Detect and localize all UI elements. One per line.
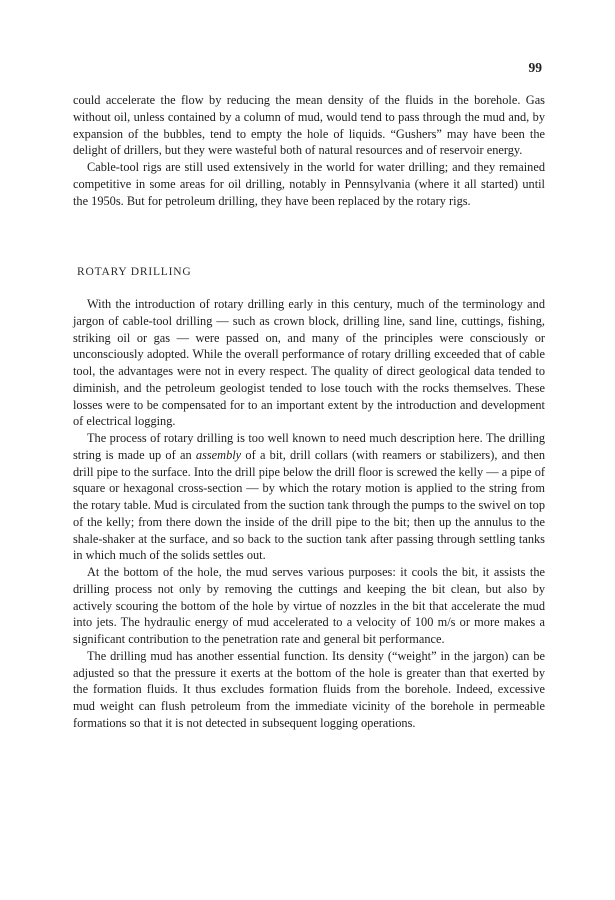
section-paragraph-1: With the introduction of rotary drilling early in this century, much of the terminology and jargon of cable-tool drilling — such as crown block, drilling line, sand line, cuttings, fishing, striking oil or gas — were passed on, and many of the principles were consciously or unconsciously adopted. While the overall performance of rotary drilling exceeded that of cable tool, the advantages were not in every respect. The quality of direct geological data tended to diminish, and the petroleum geologist tended to lose touch with the rocks themselves. These losses were to be compensated for to an important extent by the introduction and development of electrical logging. [73, 297, 545, 429]
section-body [73, 296, 545, 732]
section-paragraph-4: The drilling mud has another essential function. Its density (“weight” in the jargon) can be adjusted so that the pressure it exerts at the bottom of the hole is greater than that exerted by the formation fluids. It thus excludes formation fluids from the borehole. Indeed, excessive mud weight can flush petroleum from the immediate vicinity of the borehole in permeable formations so that it is not detected in subsequent logging operations. [73, 648, 545, 730]
emphasis-assembly: assembly [195, 447, 242, 462]
section-heading: ROTARY DRILLING [77, 266, 192, 278]
intro-paragraph-1: could accelerate the flow by reducing the mean density of the fluids in the borehole. Gas without oil, unless contained by a column of mud, would tend to pass through the mud and, by expansion of the bubbles, tend to empty the hole of liquids. “Gushers” may have been the delight of drillers, but they were wasteful both of natural resources and of reservoir energy. [73, 93, 545, 158]
intro-text [73, 92, 545, 209]
paragraph-2-lead: The process of rotary drilling is too well known to need much description here. The drilling string is made up of an [73, 431, 545, 462]
page-number: 99 [528, 60, 542, 75]
section-paragraph-2 [73, 430, 545, 564]
section-paragraph-3: At the bottom of the hole, the mud serves various purposes: it cools the bit, it assists the drilling process not only by removing the cuttings and keeping the bit clean, but also by actively scouring the bottom of the hole by virtue of nozzles in the bit that accelerate the mud into jets. The hydraulic energy of mud accelerated to a velocity of 100 m/s or more makes a significant contribution to the penetration rate and general bit performance. [73, 565, 545, 646]
intro-paragraph-2: Cable-tool rigs are still used extensively in the world for water drilling; and they remained competitive in some areas for oil drilling, notably in Pennsylvania (where it all started) until the 1950s. But for petroleum drilling, they have been replaced by the rotary rigs. [73, 160, 545, 208]
paragraph-2-rest: of a bit, drill collars (with reamers or stabilizers), and then drill pipe to the surface. Into the drill pipe below the drill floor is screwed the kelly — a pipe of square or hexagonal cross-section — by which the rotary motion is applied to the string from the rotary table. Mud is circulated from the suction tank through the pumps to the swivel on top of the kelly; from there down the inside of the drill pipe to the bit; then up the annulus to the shale-shaker at the surface, and so back to the suction tank after passing through settling tanks in which much of the solids settles out. [73, 447, 546, 563]
